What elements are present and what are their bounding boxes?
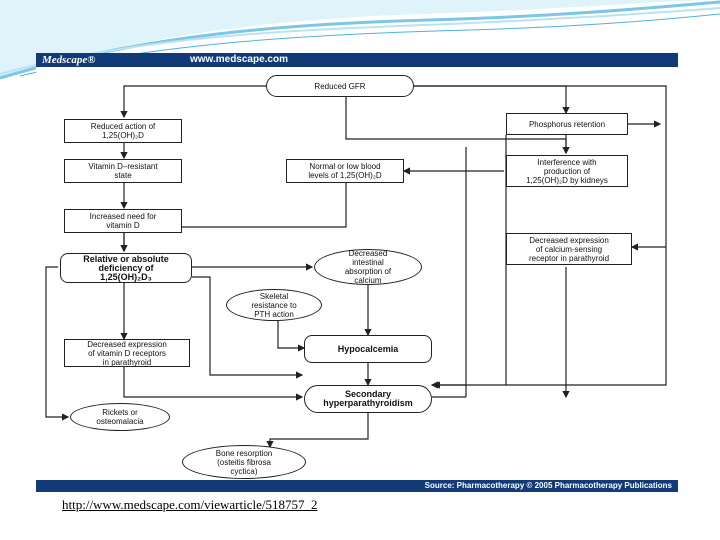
node-rickets: Rickets or osteomalacia xyxy=(70,403,170,431)
node-decreased-vdr: Decreased expression of vitamin D receptors in parathyroid xyxy=(64,339,190,367)
node-reduced-action: Reduced action of 1,25(OH)₂D xyxy=(64,119,182,143)
medscape-header-bar xyxy=(36,53,678,67)
node-interference: Interference with production of 1,25(OH)₂D by kidneys xyxy=(506,155,628,187)
figure-frame xyxy=(36,53,678,493)
node-hypocalcemia: Hypocalcemia xyxy=(304,335,432,363)
node-phosphorus-retention: Phosphorus retention xyxy=(506,113,628,135)
source-credit: Source: Pharmacotherapy © 2005 Pharmacotherapy Publications xyxy=(424,481,672,490)
node-increased-need: Increased need for vitamin D xyxy=(64,209,182,233)
source-link[interactable]: http://www.medscape.com/viewarticle/518757_2 xyxy=(62,497,318,512)
node-reduced-gfr: Reduced GFR xyxy=(266,75,414,97)
node-secondary-hpt: Secondary hyperparathyroidism xyxy=(304,385,432,413)
flowchart xyxy=(36,67,678,480)
node-decreased-casr: Decreased expression of calcium-sensing receptor in parathyroid xyxy=(506,233,632,265)
node-skeletal-resistance: Skeletal resistance to PTH action xyxy=(226,289,322,321)
node-vitd-resistant: Vitamin D–resistant state xyxy=(64,159,182,183)
node-normal-low-levels: Normal or low blood levels of 1,25(OH)₂D xyxy=(286,159,404,183)
medscape-logo: Medscape® xyxy=(42,54,96,66)
node-deficiency: Relative or absolute deficiency of 1,25(OH)₂D₃ xyxy=(60,253,192,283)
source-footer-bar xyxy=(36,480,678,492)
header-url: www.medscape.com xyxy=(190,54,288,65)
node-decreased-absorption: Decreased intestinal absorption of calcium xyxy=(314,249,422,285)
node-bone-resorption: Bone resorption (osteitis fibrosa cyctica) xyxy=(182,445,306,479)
